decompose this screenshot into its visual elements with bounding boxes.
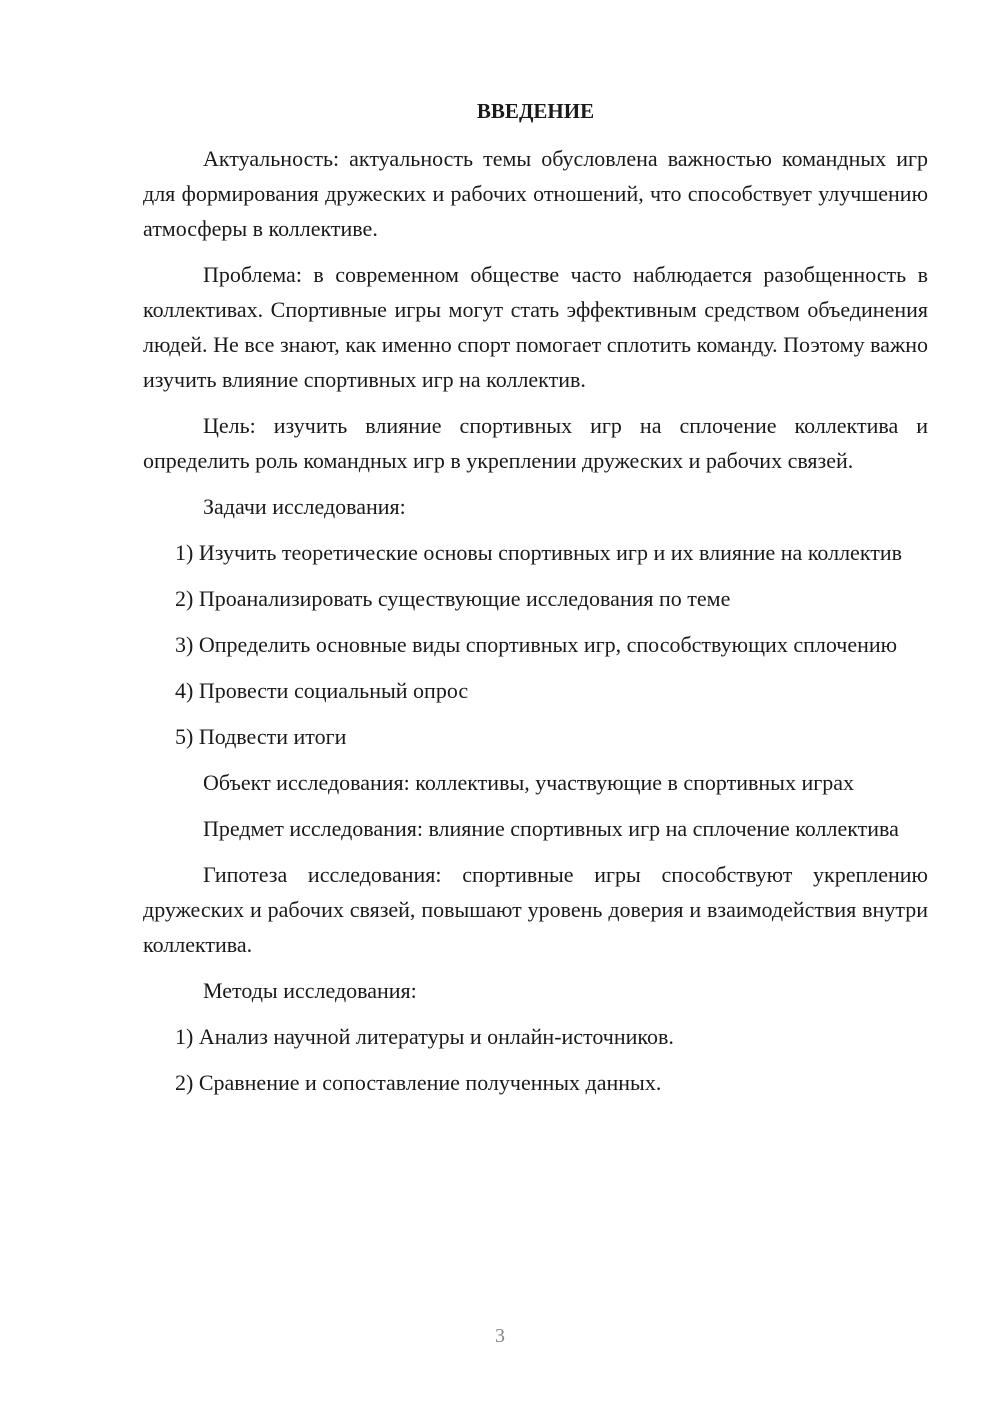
list-item: 2) Сравнение и сопоставление полученных данных. bbox=[175, 1070, 662, 1095]
list-item: 1) Анализ научной литературы и онлайн-источников. bbox=[175, 1024, 674, 1049]
paragraph: Проблема: в современном обществе часто наблюдается разобщенность в коллективах. Спортивные игры могут стать эффективным средством объединения людей. Не все знают, как именно спорт помогает сплотить команду. Поэтому важно изучить влияние спортивных игр на коллектив. bbox=[143, 262, 928, 392]
section-title: ВВЕДЕНИЕ bbox=[476, 99, 595, 123]
document-body bbox=[143, 141, 928, 1100]
list-item: 3) Определить основные виды спортивных игр, способствующих сплочению bbox=[175, 632, 898, 657]
paragraph: Задачи исследования: bbox=[203, 494, 406, 519]
document-page bbox=[143, 94, 928, 1111]
paragraph: Гипотеза исследования: спортивные игры способствуют укреплению дружеских и рабочих связей, повышают уровень доверия и взаимодействия внутри коллектива. bbox=[143, 862, 928, 957]
paragraph: Методы исследования: bbox=[203, 978, 417, 1003]
paragraph: Объект исследования: коллективы, участвующие в спортивных играх bbox=[203, 770, 855, 795]
list-item: 5) Подвести итоги bbox=[175, 724, 347, 749]
paragraph: Цель: изучить влияние спортивных игр на сплочение коллектива и определить роль командных игр в укреплении дружеских и рабочих связей. bbox=[143, 413, 928, 473]
paragraph: Предмет исследования: влияние спортивных игр на сплочение коллектива bbox=[203, 816, 899, 841]
list-item: 4) Провести социальный опрос bbox=[175, 678, 469, 703]
list-item: 1) Изучить теоретические основы спортивных игр и их влияние на коллектив bbox=[175, 540, 902, 565]
page-number: 3 bbox=[495, 1325, 505, 1347]
list-item: 2) Проанализировать существующие исследования по теме bbox=[175, 586, 731, 611]
paragraph: Актуальность: актуальность темы обусловлена важностью командных игр для формирования дружеских и рабочих отношений, что способствует улучшению атмосферы в коллективе. bbox=[143, 146, 928, 241]
